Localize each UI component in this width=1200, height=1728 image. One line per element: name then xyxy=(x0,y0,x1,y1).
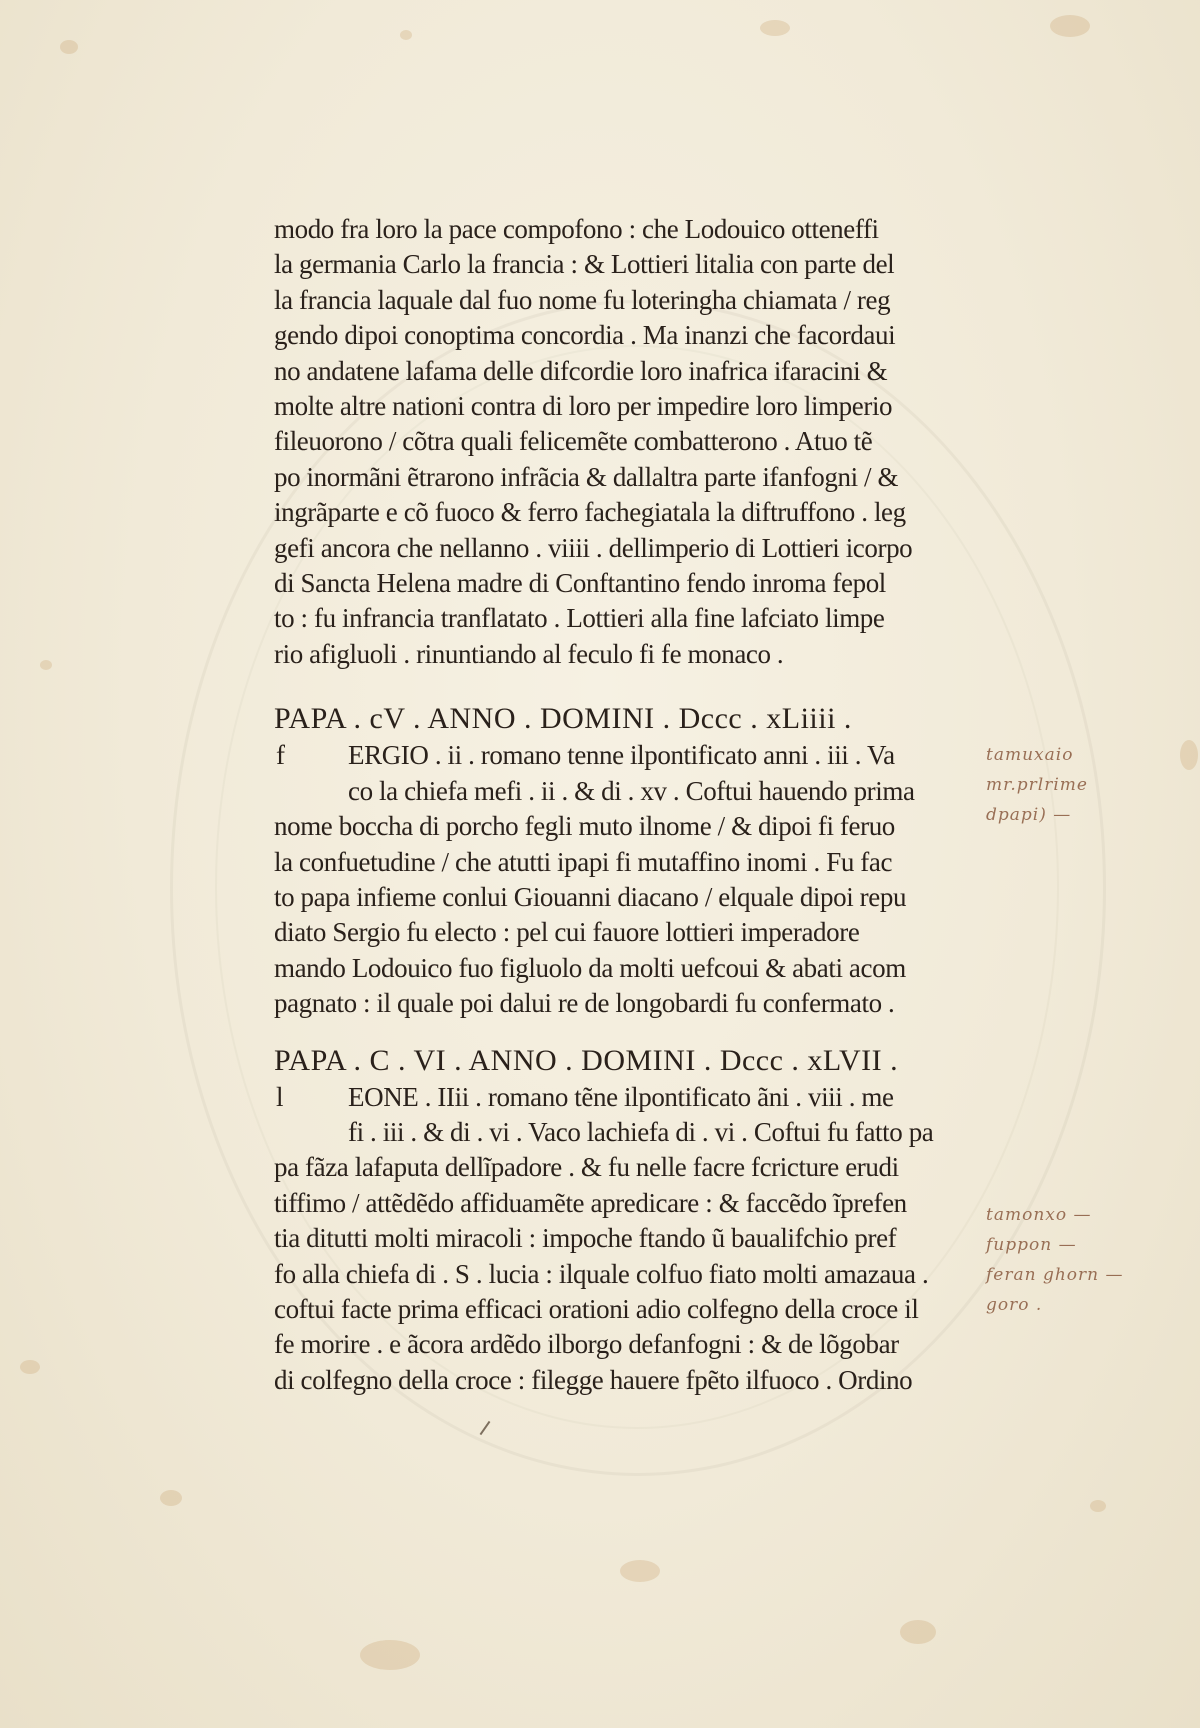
foxing-spot xyxy=(360,1640,420,1670)
text-line-with-initial xyxy=(274,738,974,773)
handwritten-note: feran ghorn — xyxy=(986,1265,1124,1285)
text-line: la germania Carlo la francia : & Lottieri litalia con parte del xyxy=(274,249,895,280)
section-heading: PAPA . C . VI . ANNO . DOMINI . Dccc . xLVII . xyxy=(274,1043,899,1077)
pen-stroke-mark xyxy=(480,1421,491,1435)
text-line-with-initial xyxy=(274,1080,974,1115)
text-line: mando Lodouico fuo figluolo da molti uefcoui & abati acom xyxy=(274,952,906,983)
text-line: la francia laquale dal fuo nome fu loteringha chiamata / reg xyxy=(274,284,891,315)
text-line: coftui facte prima efficaci orationi adio colfegno della croce il xyxy=(274,1293,919,1324)
foxing-spot xyxy=(1050,15,1090,37)
text-line: EONE . IIii . romano tẽne ilpontificato ãni . viii . me xyxy=(348,1081,894,1112)
handwritten-note: tamuxaio xyxy=(986,745,1074,765)
section-heading: PAPA . cV . ANNO . DOMINI . Dccc . xLiiii . xyxy=(274,702,852,736)
text-line: pagnato : il quale poi dalui re de longobardi fu confermato . xyxy=(274,988,895,1019)
annotation-group-1 xyxy=(986,740,1186,830)
text-line: po inormãni ẽtrarono infrãcia & dallaltra parte ifanfogni / & xyxy=(274,461,899,492)
text-line: gendo dipoi conoptima concordia . Ma inanzi che facordaui xyxy=(274,320,896,351)
text-line: di Sancta Helena madre di Conftantino fendo inroma fepol xyxy=(274,568,886,599)
foxing-spot xyxy=(900,1620,936,1644)
text-line: nome boccha di porcho fegli muto ilnome / & dipoi fi feruo xyxy=(274,811,895,842)
annotation-group-2 xyxy=(986,1200,1186,1320)
text-line: no andatene lafama delle difcordie loro inafrica ifaracini & xyxy=(274,355,888,386)
intro-paragraph xyxy=(274,212,974,672)
text-line: fo alla chiefa di . S . lucia : ilquale colfuo fiato molti amazaua . xyxy=(274,1258,929,1289)
text-line: modo fra loro la pace compofono : che Lodouico otteneffi xyxy=(274,214,879,244)
text-line: to papa infieme conlui Giouanni diacano / elquale dipoi repu xyxy=(274,881,907,912)
text-line: fileuorono / cõtra quali felicemẽte combatterono . Atuo tẽ xyxy=(274,426,873,457)
foxing-spot xyxy=(400,30,412,40)
text-line: fi . iii . & di . vi . Vaco lachiefa di . vi . Coftui fu fatto pa xyxy=(348,1116,934,1147)
text-line: gefi ancora che nellanno . viiii . dellimperio di Lottieri icorpo xyxy=(274,532,913,563)
text-line: diato Sergio fu electo : pel cui fauore lottieri imperadore xyxy=(274,917,860,948)
text-line: co la chiefa mefi . ii . & di . xv . Coftui hauendo prima xyxy=(348,775,915,806)
text-line: ingrãparte e cõ fuoco & ferro fachegiatala la diftruffono . leg xyxy=(274,497,906,528)
text-line: molte altre nationi contra di loro per impedire loro limperio xyxy=(274,391,893,422)
foxing-spot xyxy=(1090,1500,1106,1512)
guide-letter: f xyxy=(276,740,285,771)
section-sergius xyxy=(274,700,974,1021)
foxing-spot xyxy=(620,1560,660,1582)
foxing-spot xyxy=(40,660,52,670)
text-line: fe morire . e ãcora ardẽdo ilborgo defanfogni : & de lõgobar xyxy=(274,1329,899,1360)
foxing-spot xyxy=(160,1490,182,1506)
foxing-spot xyxy=(20,1360,40,1374)
section-leo xyxy=(274,1042,974,1399)
text-line: tia ditutti molti miracoli : impoche ftando ũ baualifchio pref xyxy=(274,1223,897,1254)
handwritten-note: tamonxo — xyxy=(986,1205,1092,1225)
handwritten-note: mr.prlrime xyxy=(986,775,1088,795)
handwritten-note: dpapi) — xyxy=(986,805,1072,825)
text-line: tiffimo / attẽdẽdo affiduamẽte apredicare : & faccẽdo ĩprefen xyxy=(274,1187,907,1218)
text-line: pa fãza lafaputa dellĩpadore . & fu nelle facre fcricture erudi xyxy=(274,1152,899,1183)
text-line: ERGIO . ii . romano tenne ilpontificato anni . iii . Va xyxy=(348,740,895,771)
handwritten-note: goro . xyxy=(986,1295,1043,1315)
foxing-spot xyxy=(760,20,790,36)
text-line: la confuetudine / che atutti ipapi fi mutaffino inomi . Fu fac xyxy=(274,846,893,877)
text-line: rio afigluoli . rinuntiando al feculo fi fe monaco . xyxy=(274,638,784,669)
text-line: di colfegno della croce : filegge hauere fpẽto ilfuoco . Ordino xyxy=(274,1364,913,1395)
main-text-block xyxy=(274,212,974,1398)
foxing-spot xyxy=(60,40,78,54)
guide-letter: l xyxy=(276,1081,284,1112)
handwritten-note: fuppon — xyxy=(986,1235,1077,1255)
text-line: to : fu infrancia tranflatato . Lottieri alla fine lafciato limpe xyxy=(274,603,885,634)
